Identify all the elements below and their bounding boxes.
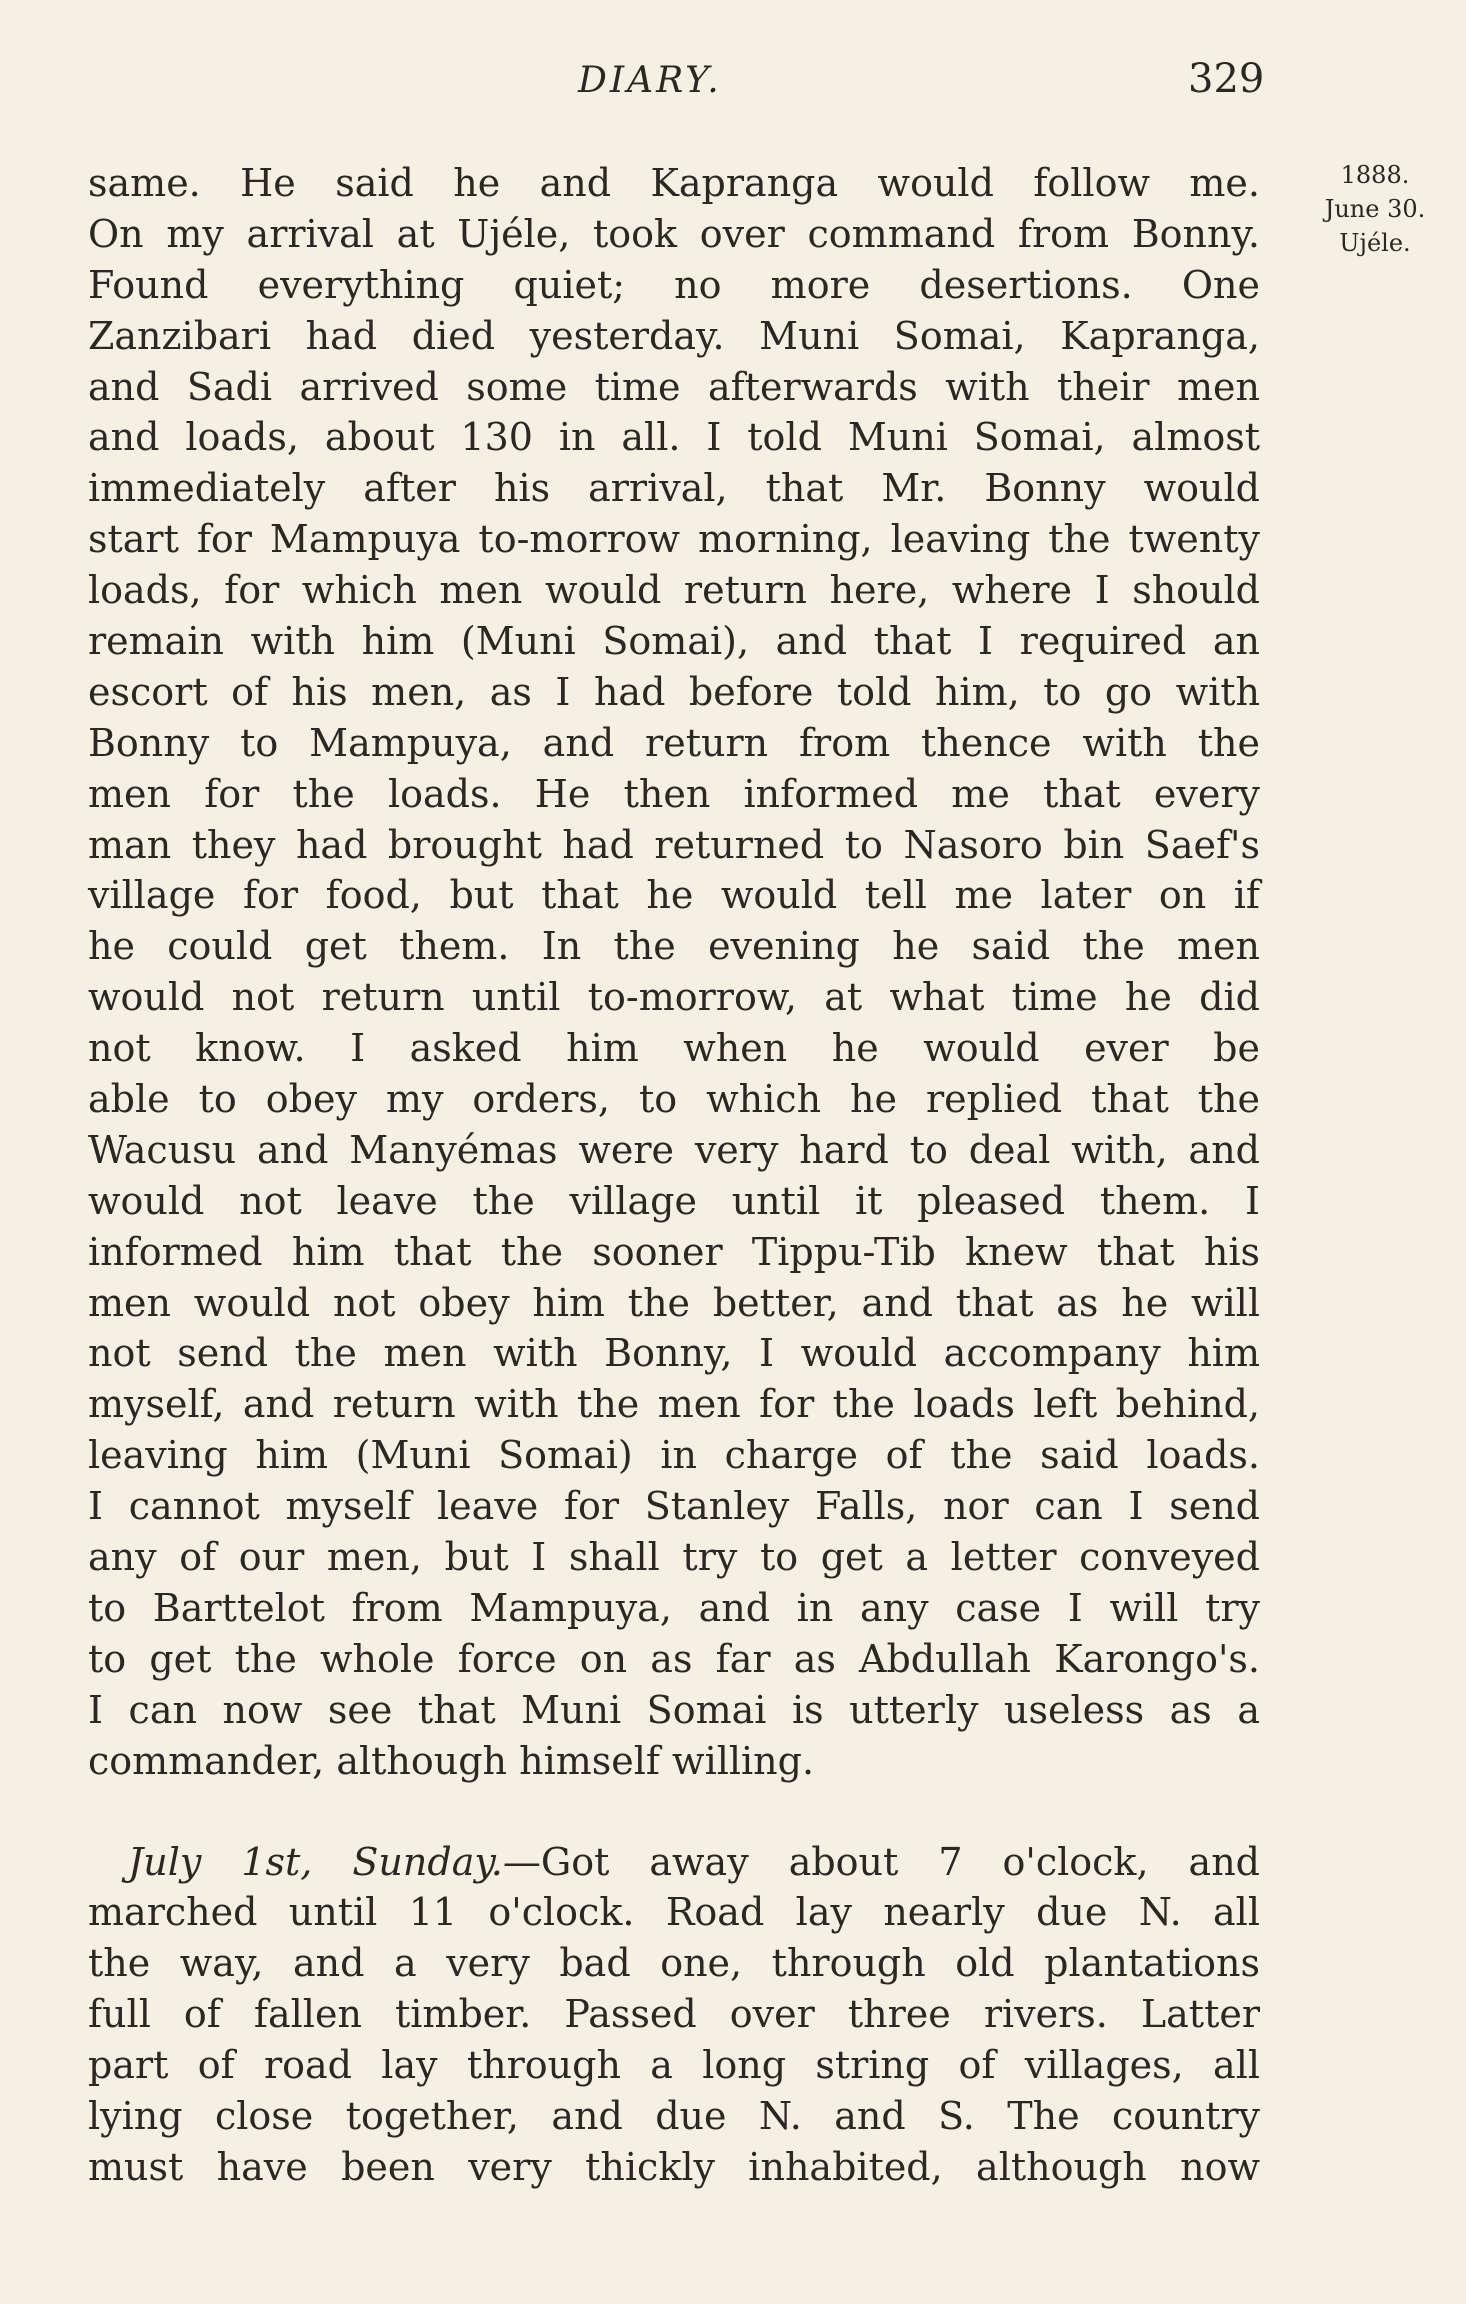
margin-year: 1888. [1340, 161, 1410, 189]
running-head: DIARY. [578, 60, 722, 101]
text-line: loads, for which men would return here, where I should [88, 568, 1260, 613]
text-line: not know. I asked him when he would ever be [88, 1026, 1260, 1071]
text-line: I cannot myself leave for Stanley Falls, nor can I send [88, 1484, 1260, 1529]
text-line: not send the men with Bonny, I would accompany him [88, 1331, 1260, 1376]
text-line: myself, and return with the men for the loads left behind, [88, 1382, 1260, 1427]
text-line: to get the whole force on as far as Abdullah Karongo's. [88, 1636, 1260, 1681]
text-line: to Barttelot from Mampuya, and in any case I will try [88, 1585, 1260, 1630]
text-line: would not return until to-morrow, at what time he did [88, 975, 1260, 1020]
text-line [88, 1837, 1260, 1888]
text-line: any of our men, but I shall try to get a letter conveyed [88, 1535, 1260, 1580]
text-line: man they had brought had returned to Nasoro bin Saef's [88, 822, 1260, 867]
text-line: men would not obey him the better, and that as he will [88, 1280, 1260, 1325]
text-line: marched until 11 o'clock. Road lay nearly due N. all [88, 1890, 1260, 1935]
text-line: part of road lay through a long string of villages, all [88, 2043, 1260, 2088]
diary-paragraph-june-30 [88, 158, 1260, 1787]
margin-date: June 30. [1324, 195, 1426, 223]
text-line: Zanzibari had died yesterday. Muni Somai, Kapranga, [88, 313, 1260, 358]
paragraph-gap [88, 1787, 1260, 1837]
page-number: 329 [1188, 56, 1265, 102]
text-line: men for the loads. He then informed me that every [88, 771, 1260, 816]
text-line: village for food, but that he would tell me later on if [88, 873, 1260, 918]
text-line: must have been very thickly inhabited, although now [88, 2144, 1260, 2189]
margin-place: Ujéle. [1339, 229, 1411, 257]
entry-first-line: —Got away about 7 o'clock, and [502, 1839, 1260, 1884]
text-line: leaving him (Muni Somai) in charge of the said loads. [88, 1433, 1260, 1478]
text-line: able to obey my orders, to which he replied that the [88, 1077, 1260, 1122]
text-line: remain with him (Muni Somai), and that I required an [88, 619, 1260, 664]
text-line: Bonny to Mampuya, and return from thence with the [88, 720, 1260, 765]
text-line: full of fallen timber. Passed over three rivers. Latter [88, 1992, 1260, 2037]
text-line: and loads, about 130 in all. I told Muni Somai, almost [88, 415, 1260, 460]
text-line: same. He said he and Kapranga would follow me. [88, 161, 1260, 205]
entry-date: July 1st, Sunday. [128, 1839, 503, 1884]
text-line: Wacusu and Manyémas were very hard to deal with, and [88, 1127, 1260, 1172]
body-text [88, 158, 1260, 2193]
text-line: escort of his men, as I had before told him, to go with [88, 669, 1260, 714]
text-line: On my arrival at Ujéle, took over command from Bonny. [88, 211, 1260, 256]
diary-entry-july-1 [88, 1837, 1260, 2193]
text-line: would not leave the village until it pleased them. I [88, 1178, 1260, 1223]
text-line: he could get them. In the evening he said the men [88, 924, 1260, 969]
text-line: start for Mampuya to-morrow morning, leaving the twenty [88, 517, 1260, 562]
text-line: informed him that the sooner Tippu-Tib knew that his [88, 1229, 1260, 1274]
text-line: Found everything quiet; no more desertions. One [88, 262, 1260, 307]
text-line: commander, although himself willing. [88, 1738, 815, 1783]
text-line: lying close together, and due N. and S. The country [88, 2093, 1260, 2138]
text-line: I can now see that Muni Somai is utterly useless as a [88, 1687, 1260, 1732]
text-line: and Sadi arrived some time afterwards with their men [88, 364, 1260, 409]
text-line: immediately after his arrival, that Mr. Bonny would [88, 466, 1260, 511]
text-line: the way, and a very bad one, through old plantations [88, 1941, 1260, 1986]
margin-note [1300, 158, 1450, 260]
